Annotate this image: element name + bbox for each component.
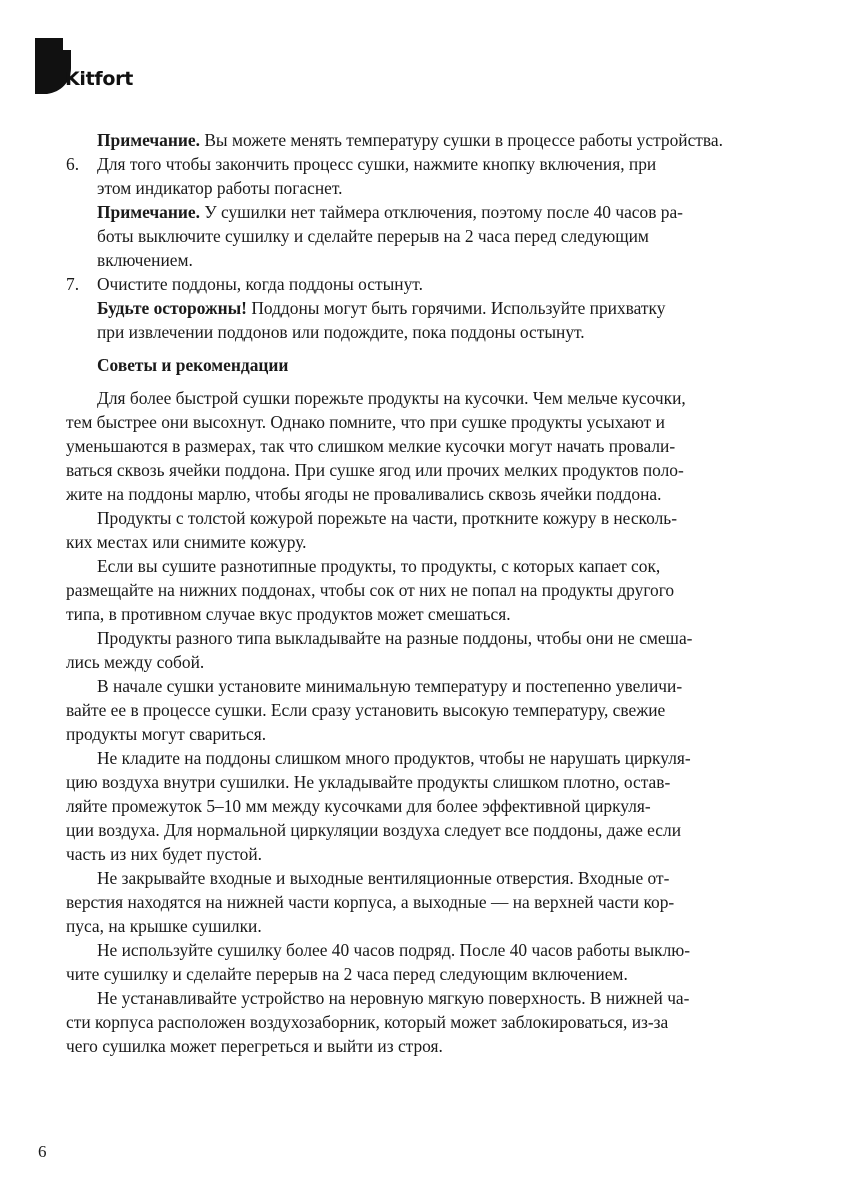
note-line [66,296,778,320]
paragraph-first-line: Для более быстрой сушки порежьте продукты на кусочки. Чем мельче кусочки, [97,388,686,408]
step-text: Очистите поддоны, когда поддоны остынут. [97,274,423,294]
paragraph-line: часть из них будет пустой. [66,844,262,864]
note-label: Примечание. [97,202,200,222]
paragraph-first-line: Продукты с толстой кожурой порежьте на части, проткните кожуру в несколь- [97,508,677,528]
continuation-line: этом индикатор работы погаснет. [97,178,343,198]
paragraph-line: чите сушилку и сделайте перерыв на 2 часа перед следующим включением. [66,964,628,984]
step-text: Для того чтобы закончить процесс сушки, нажмите кнопку включения, при [97,154,657,174]
page-number: 6 [38,1142,47,1161]
note-label: Примечание. [97,130,200,150]
note-text: У сушилки нет таймера отключения, поэтому после 40 часов ра- [199,202,683,222]
continuation-line: включением. [97,250,193,270]
paragraph-line: уменьшаются в размерах, так что слишком мелкие кусочки могут начать провали- [66,436,676,456]
paragraph-line: типа, в противном случае вкус продуктов может смешаться. [66,604,511,624]
paragraph-first-line: Не закрывайте входные и выходные вентиляционные отверстия. Входные от- [97,868,670,888]
paragraph-line: сти корпуса расположен воздухозаборник, который может заблокироваться, из-за [66,1012,669,1032]
note-text: Вы можете менять температуру сушки в процессе работы устройства. [199,130,723,150]
paragraph-line: ких местах или снимите кожуру. [66,532,307,552]
paragraph-line: ляйте промежуток 5–10 мм между кусочками для более эффективной циркуля- [66,796,651,816]
paragraph-line: чего сушилка может перегреться и выйти из строя. [66,1036,443,1056]
step-item-line [66,152,778,176]
step-number: 6. [66,154,80,174]
paragraph-first-line: В начале сушки установите минимальную температуру и постепенно увеличи- [97,676,683,696]
paragraph-line: ваться сквозь ячейки поддона. При сушке ягод или прочих мелких продуктов поло- [66,460,684,480]
paragraph-line: лись между собой. [66,652,205,672]
instruction-steps [66,128,778,344]
paragraph-line: верстия находятся на нижней части корпуса, а выходные — на верхней части кор- [66,892,675,912]
paragraph-first-line: Не используйте сушилку более 40 часов подряд. После 40 часов работы выклю- [97,940,691,960]
brand-name: Kitfort [65,68,133,90]
step-item-line [66,272,778,296]
note-line [66,200,778,224]
brand-logo [35,38,145,94]
note-text: Поддоны могут быть горячими. Используйте прихватку [246,298,666,318]
paragraph-line: тем быстрее они высохнут. Однако помните, что при сушке продукты усыхают и [66,412,665,432]
paragraph-line: цию воздуха внутри сушилки. Не укладывайте продукты слишком плотно, остав- [66,772,671,792]
section-heading: Советы и рекомендации [97,355,289,375]
note-label: Будьте осторожны! [97,298,247,318]
continuation-line: при извлечении поддонов или подождите, пока поддоны остынут. [97,322,585,342]
step-number: 7. [66,274,80,294]
page-content [66,128,778,1058]
paragraph-line: вайте ее в процессе сушки. Если сразу установить высокую температуру, свежие [66,700,666,720]
continuation-line: боты выключите сушилку и сделайте перерыв на 2 часа перед следующим [97,226,649,246]
paragraph-first-line: Не устанавливайте устройство на неровную мягкую поверхность. В нижней ча- [97,988,690,1008]
paragraph-first-line: Не кладите на поддоны слишком много продуктов, чтобы не нарушать циркуля- [97,748,691,768]
tips-text [66,386,778,1058]
paragraph-line: размещайте на нижних поддонах, чтобы сок от них не попал на продукты другого [66,580,675,600]
paragraph-line: пуса, на крышке сушилки. [66,916,262,936]
paragraph-first-line: Если вы сушите разнотипные продукты, то продукты, с которых капает сок, [97,556,661,576]
paragraph-first-line: Продукты разного типа выкладывайте на разные поддоны, чтобы они не смеша- [97,628,693,648]
paragraph-line: ции воздуха. Для нормальной циркуляции воздуха следует все поддоны, даже если [66,820,682,840]
paragraph-line: продукты могут свариться. [66,724,267,744]
paragraph-line: жите на поддоны марлю, чтобы ягоды не проваливались сквозь ячейки поддона. [66,484,662,504]
note-line [66,128,778,152]
